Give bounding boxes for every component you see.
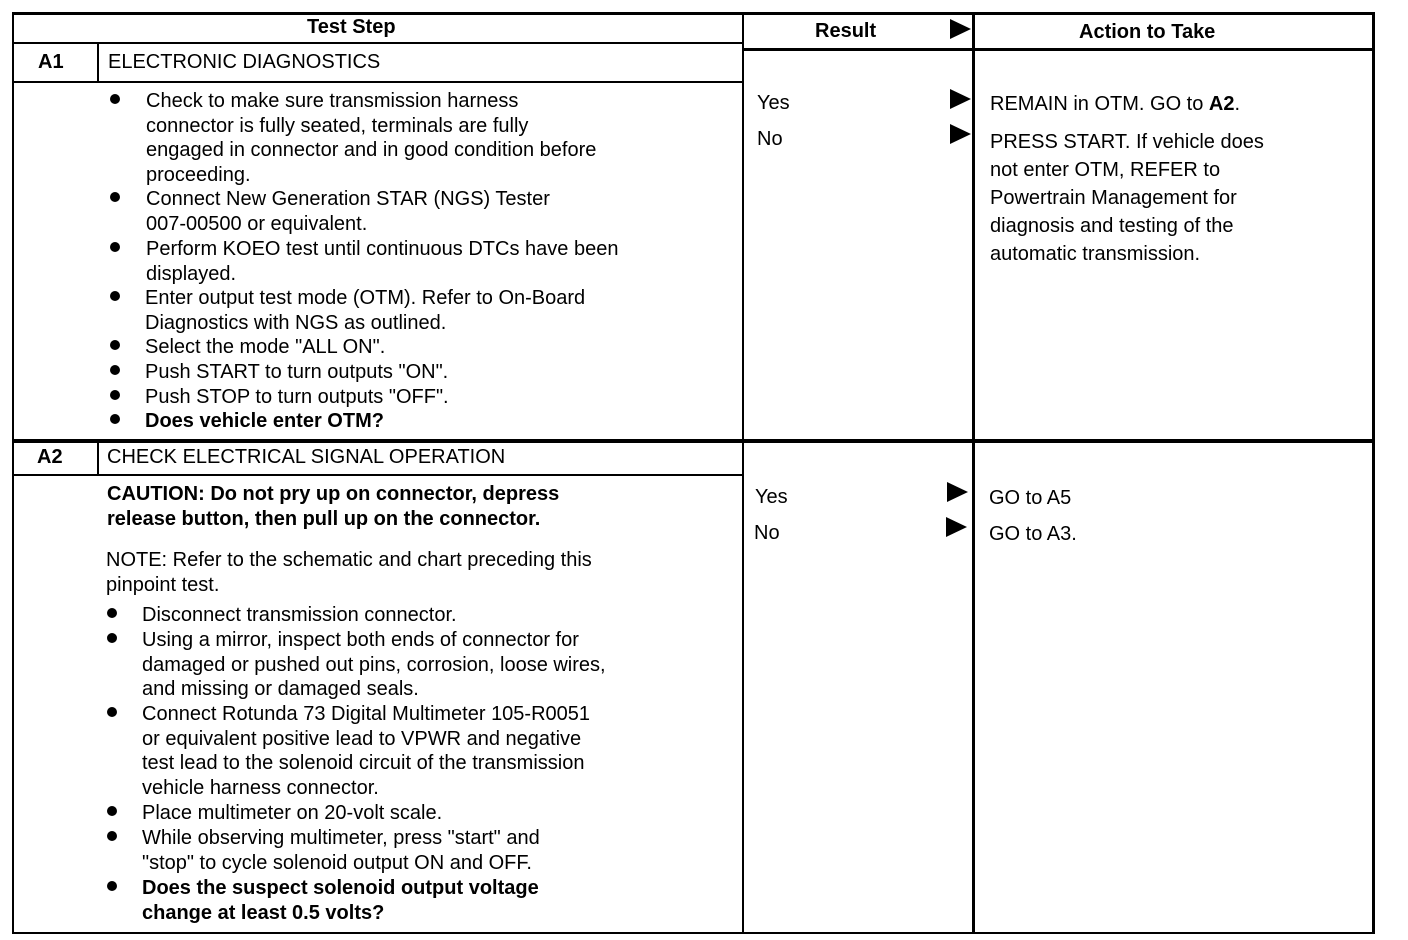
header-result-arrow-icon: [950, 19, 971, 39]
step-title-a1: ELECTRONIC DIAGNOSTICS: [108, 51, 381, 73]
list-item-text: Check to make sure transmission harness connector is fully seated, terminals are fully engaged in connector and in good condition before proceeding.: [146, 90, 597, 186]
step-id-a2: A2: [37, 446, 63, 468]
list-item-text: Push STOP to turn outputs "OFF".: [145, 386, 449, 408]
bullet-icon: [110, 390, 120, 400]
table-right-border: [1372, 12, 1375, 934]
bullet-icon: [110, 242, 120, 252]
header-divider-right: [743, 48, 1374, 51]
a1-action-no: PRESS START. If vehicle does not enter OTM, REFER to Powertrain Management for diagnosis and testing of the automatic transmission.: [990, 131, 1264, 265]
table-left-border: [12, 12, 14, 934]
a2-yes-arrow-icon: [947, 482, 968, 502]
bullet-icon: [107, 831, 117, 841]
list-item-text: Connect Rotunda 73 Digital Multimeter 105-R0051 or equivalent positive lead to VPWR and negative test lead to the solenoid circuit of the transmission vehicle harness connector.: [142, 703, 591, 799]
header-result: Result: [815, 20, 877, 42]
a1-action-yes: [990, 92, 1240, 117]
bullet-icon: [110, 414, 120, 424]
header-action-to-take: Action to Take: [1079, 21, 1216, 43]
a1-title-underline: [13, 81, 743, 83]
step-id-a1: A1: [38, 51, 64, 73]
a1-action-yes-suffix: .: [1234, 93, 1241, 115]
table-bottom-border: [12, 932, 1375, 934]
bullet-icon: [110, 340, 120, 350]
step-id-divider-a1: [97, 43, 99, 83]
list-item-text: Does vehicle enter OTM?: [145, 410, 384, 432]
bullet-icon: [107, 806, 117, 816]
column-divider-result: [742, 12, 744, 934]
row-divider-a1-a2: [13, 439, 1374, 443]
a2-result-yes: Yes: [755, 486, 788, 508]
step-id-divider-a2: [97, 441, 99, 475]
bullet-icon: [107, 633, 117, 643]
list-item-text: Using a mirror, inspect both ends of connector for damaged or pushed out pins, corrosion, loose wires, and missing or damaged seals.: [142, 629, 606, 700]
bullet-icon: [110, 365, 120, 375]
a1-result-no: No: [757, 128, 783, 150]
step-title-a2: CHECK ELECTRICAL SIGNAL OPERATION: [107, 446, 506, 468]
a1-result-yes: Yes: [757, 92, 790, 114]
bullet-icon: [107, 881, 117, 891]
a1-action-yes-step: A2: [1208, 93, 1235, 115]
a1-action-yes-prefix: REMAIN in OTM. GO to: [990, 93, 1209, 115]
header-divider-teststep: [13, 42, 743, 44]
bullet-icon: [110, 291, 120, 301]
bullet-icon: [107, 608, 117, 618]
a2-title-underline: [13, 474, 743, 476]
bullet-icon: [110, 192, 120, 202]
table-top-border: [13, 12, 1375, 15]
a1-yes-arrow-icon: [950, 89, 971, 109]
list-item-text: Disconnect transmission connector.: [142, 604, 457, 626]
header-test-step: Test Step: [307, 16, 396, 38]
bullet-icon: [107, 707, 117, 717]
a2-caution: CAUTION: Do not pry up on connector, depress release button, then pull up on the connector.: [107, 483, 560, 530]
a2-no-arrow-icon: [946, 517, 967, 537]
list-item-text: Perform KOEO test until continuous DTCs have been displayed.: [146, 238, 619, 285]
a2-note: NOTE: Refer to the schematic and chart preceding this pinpoint test.: [106, 549, 592, 596]
a2-action-yes: GO to A5: [989, 487, 1072, 509]
list-item-text: Push START to turn outputs "ON".: [145, 361, 449, 383]
list-item-text: Select the mode "ALL ON".: [145, 336, 386, 358]
list-item-text: While observing multimeter, press "start" and "stop" to cycle solenoid output ON and OFF.: [142, 827, 540, 874]
list-item-text: Enter output test mode (OTM). Refer to On-Board Diagnostics with NGS as outlined.: [145, 287, 586, 334]
column-divider-action: [972, 12, 975, 934]
list-item-text: Place multimeter on 20-volt scale.: [142, 802, 443, 824]
list-item-text: Does the suspect solenoid output voltage change at least 0.5 volts?: [142, 877, 539, 924]
list-item-text: Connect New Generation STAR (NGS) Tester 007-00500 or equivalent.: [146, 188, 550, 235]
bullet-icon: [110, 94, 120, 104]
a2-result-no: No: [754, 522, 780, 544]
a1-no-arrow-icon: [950, 124, 971, 144]
a2-action-no: GO to A3.: [989, 523, 1077, 545]
